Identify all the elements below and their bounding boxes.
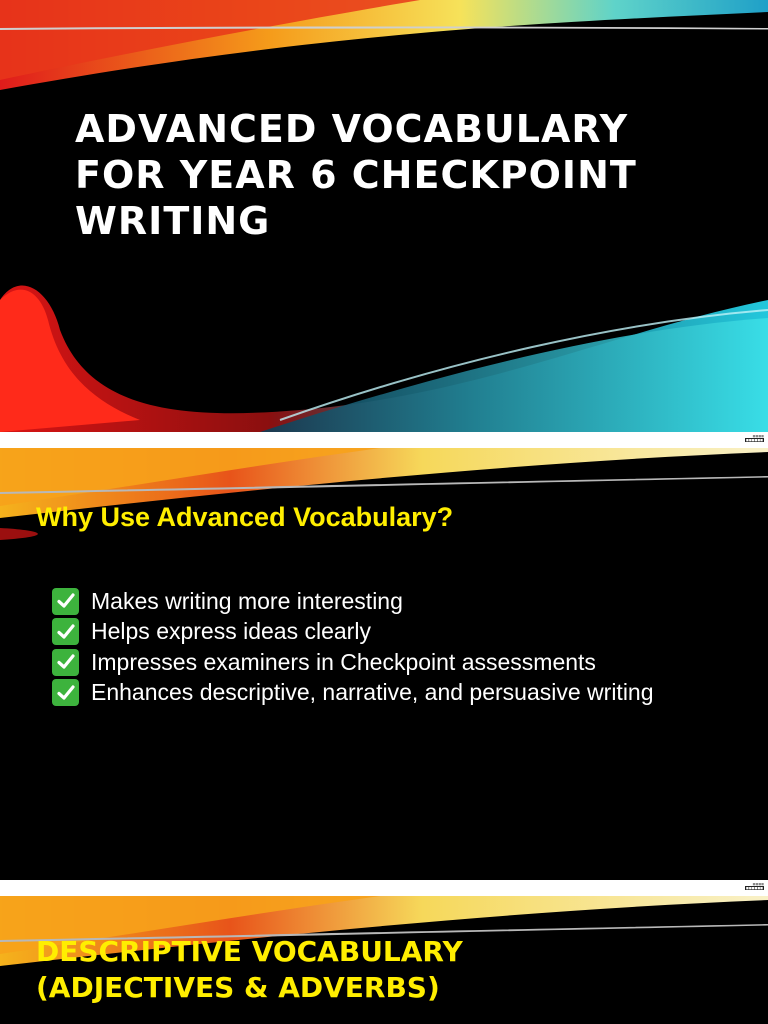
list-item-text: Enhances descriptive, narrative, and persuasive writing: [91, 679, 654, 706]
list-item: [52, 586, 654, 617]
heading-line-2: (ADJECTIVES & ADVERBS): [36, 971, 440, 1004]
list-item: [52, 617, 654, 648]
slide-title: [0, 0, 768, 432]
list-item-text: Helps express ideas clearly: [91, 618, 371, 645]
check-mark-icon: [52, 679, 79, 706]
check-mark-icon: [52, 588, 79, 615]
slide-separator: [0, 880, 768, 896]
check-mark-icon: [52, 618, 79, 645]
list-item-text: Impresses examiners in Checkpoint assessments: [91, 648, 596, 675]
slide-heading: [36, 934, 463, 1006]
benefits-list: [52, 586, 654, 708]
list-item: [52, 647, 654, 678]
heading-line-1: DESCRIPTIVE VOCABULARY: [36, 935, 463, 968]
list-item-text: Makes writing more interesting: [91, 587, 403, 614]
slide-separator: [0, 432, 768, 448]
check-mark-icon: [52, 649, 79, 676]
presentation-logo-icon: ■■■■ ■■■■■■: [745, 434, 764, 442]
slide-title-heading: ADVANCED VOCABULARY FOR YEAR 6 CHECKPOINT WRITING: [75, 107, 637, 243]
slide-heading: Why Use Advanced Vocabulary?: [36, 502, 454, 532]
list-item: [52, 678, 654, 709]
presentation-logo-icon: ■■■■ ■■■■■■: [745, 882, 764, 890]
